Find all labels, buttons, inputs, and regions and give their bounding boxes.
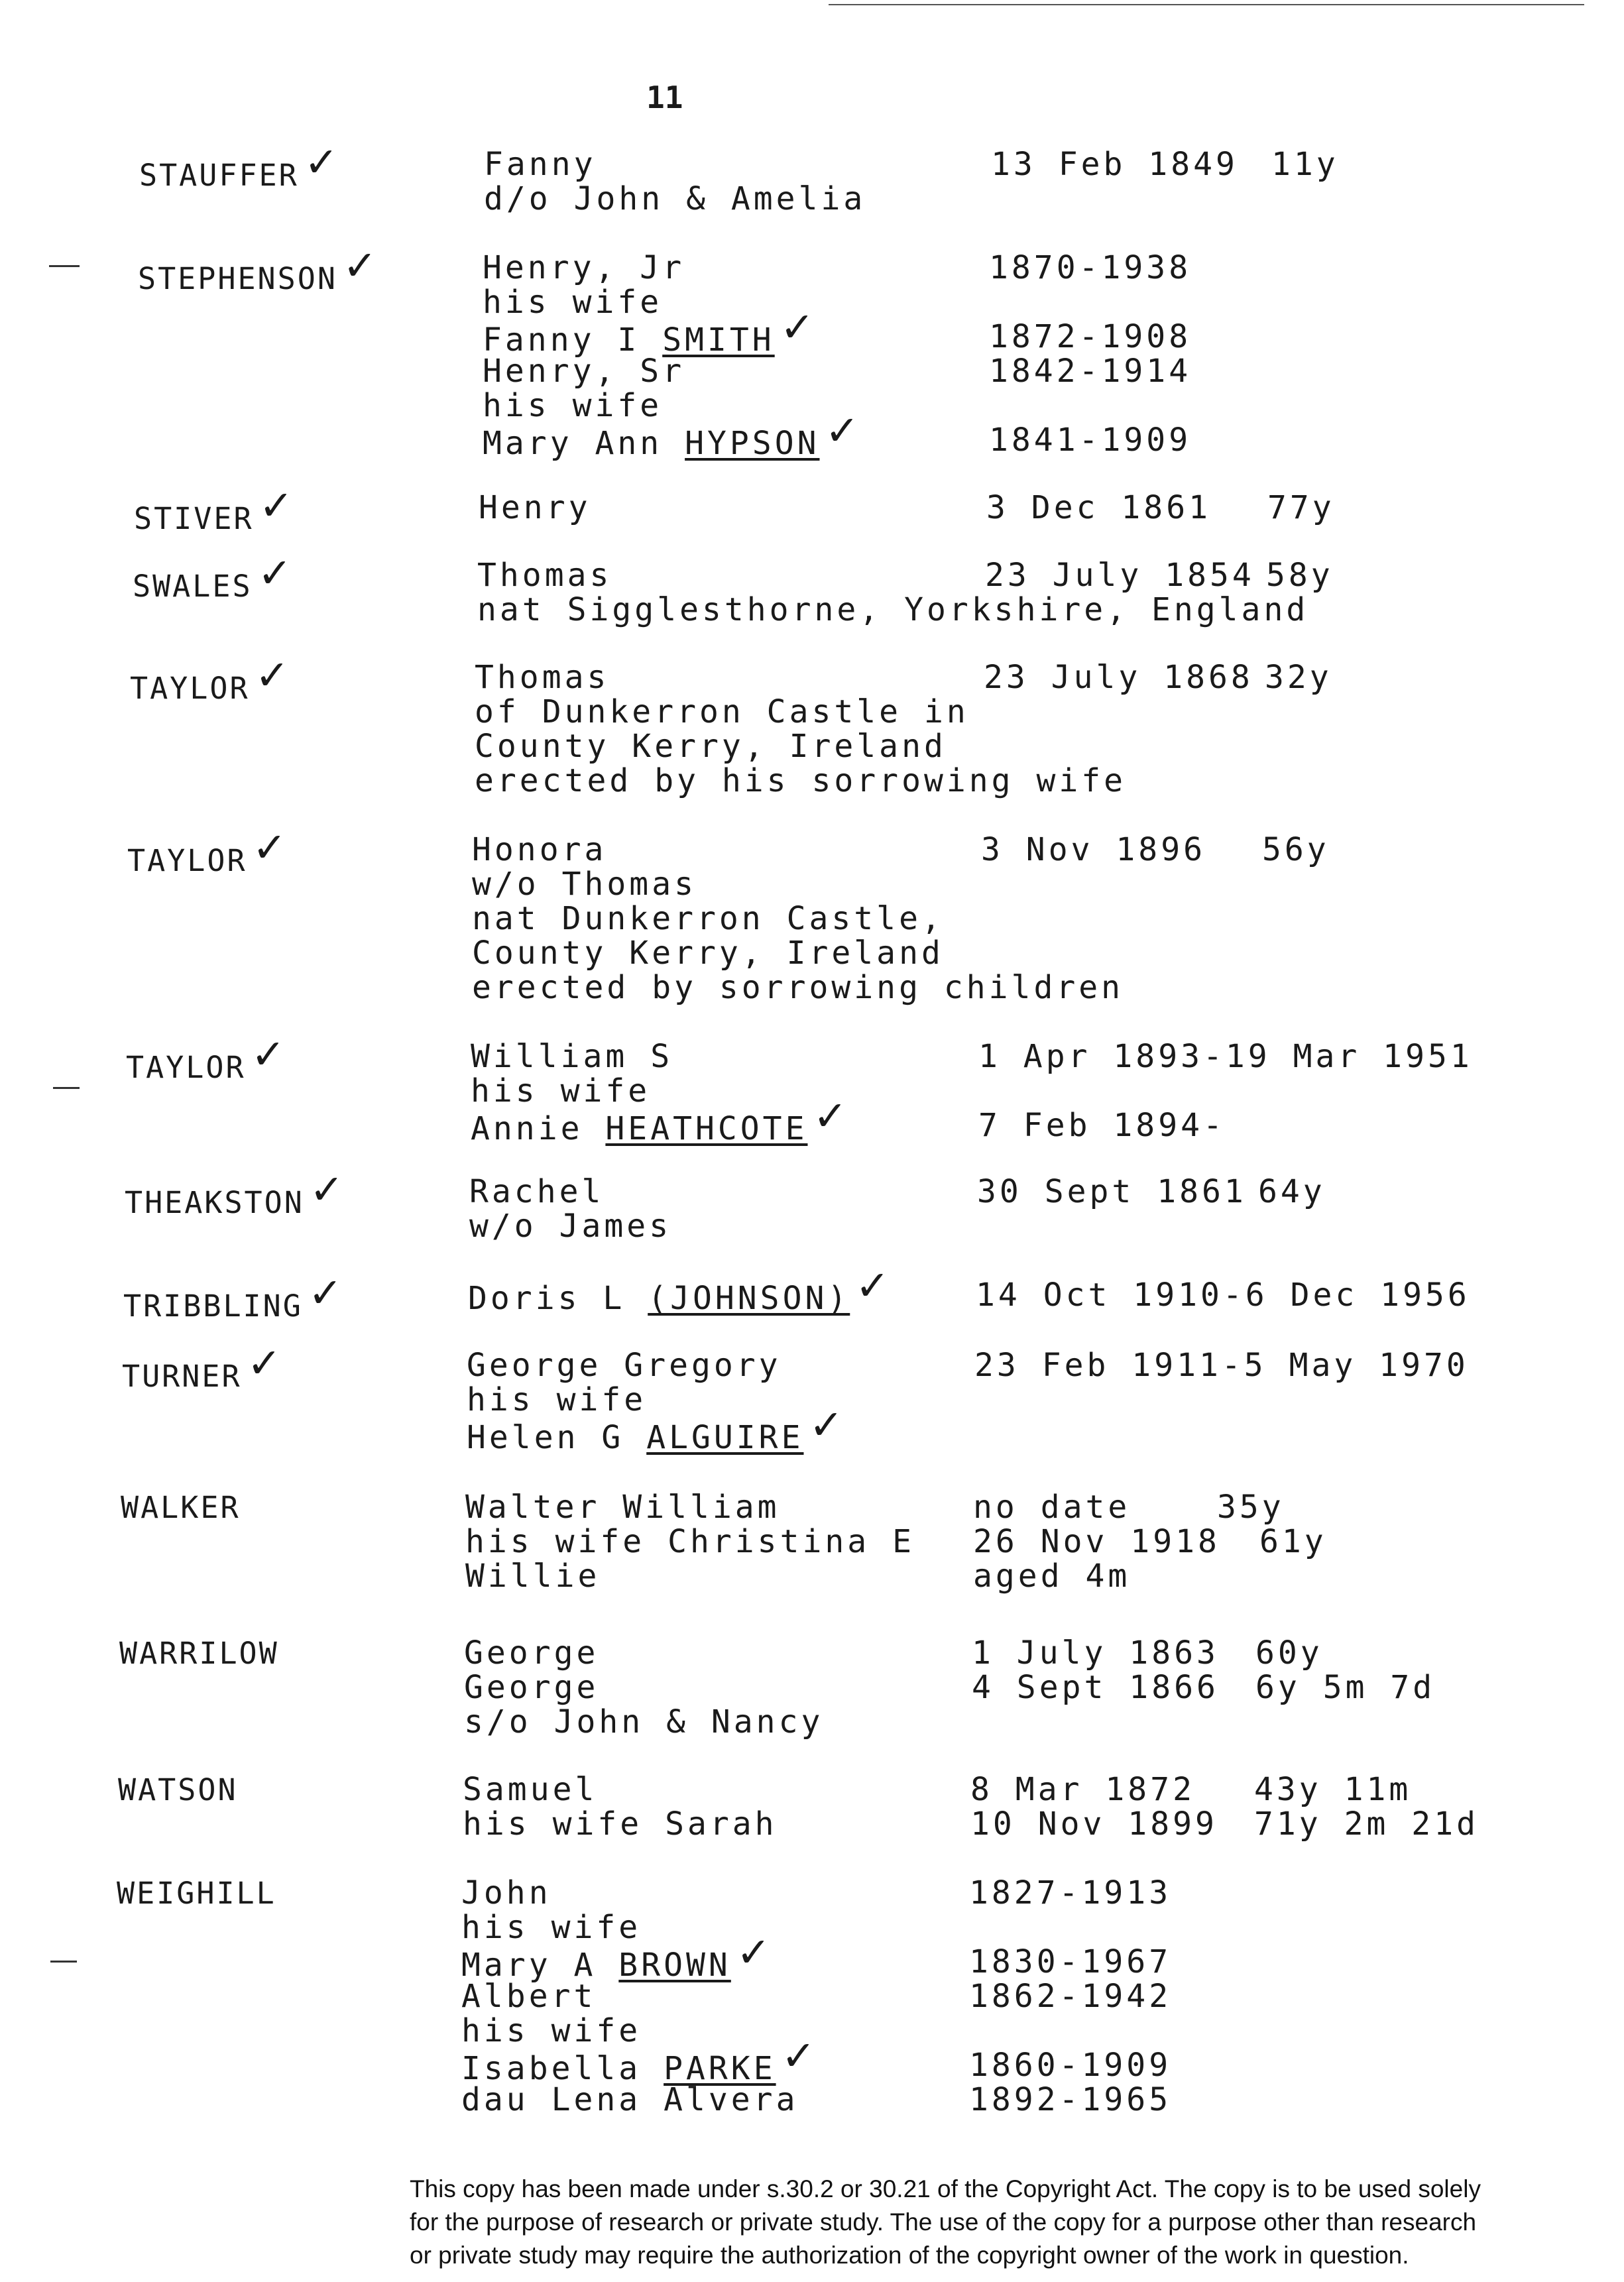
check-mark-icon: ✓ [309, 1165, 344, 1214]
surname-text: TAYLOR [126, 1050, 246, 1085]
maiden-name: ALGUIRE [646, 1419, 804, 1456]
check-mark-icon: ✓ [257, 549, 292, 597]
name-text: Thomas [475, 659, 610, 696]
check-mark-icon: ✓ [251, 1030, 286, 1078]
date-text: 3 Nov 1896 [981, 831, 1206, 868]
name-line [461, 1928, 771, 1984]
date-text: 1827-1913 [969, 1874, 1172, 1911]
name-text: Mary A [461, 1947, 619, 1984]
name-line [469, 1174, 604, 1209]
check-mark-icon: ✓ [252, 823, 287, 872]
surname-text: STIVER [134, 501, 254, 536]
date-text: 14 Oct 1910-6 Dec 1956 [976, 1277, 1470, 1314]
name-line [472, 936, 944, 970]
name-text: County Kerry, Ireland [475, 728, 947, 765]
name-line [475, 695, 969, 729]
surname-theakston [125, 1165, 344, 1223]
name-text: dau Lena Alvera [461, 2081, 799, 2118]
name-text: his wife Christina E [465, 1523, 915, 1560]
name-line [461, 2082, 798, 2117]
name-line [471, 1092, 848, 1147]
date-text: 3 Dec 1861 [986, 489, 1211, 526]
surname-text: WARRILOW [119, 1636, 279, 1671]
name-line [483, 303, 815, 359]
name-line [467, 1348, 782, 1383]
name-text: George Gregory [467, 1347, 782, 1384]
surname-taylor [127, 823, 287, 881]
name-text: Fanny [484, 146, 597, 183]
maiden-name: PARKE [664, 2050, 776, 2087]
check-mark-icon: ✓ [342, 241, 377, 290]
name-line [483, 388, 662, 423]
name-line [467, 1383, 646, 1417]
age-text: 32y [1265, 659, 1332, 696]
name-line [471, 1074, 650, 1108]
name-text: George [464, 1634, 599, 1672]
name-line [467, 1400, 844, 1456]
date-text: 10 Nov 1899 [970, 1805, 1218, 1843]
copyright-line: This copy has been made under s.30.2 or 30.21 of the Copyright Act. The copy is to be used solely [410, 2175, 1481, 2202]
name-text: George [464, 1669, 599, 1706]
name-text: Albert [461, 1978, 597, 2015]
margin-mark [50, 1961, 77, 1963]
name-line [477, 558, 612, 593]
name-text: his wife Sarah [463, 1805, 778, 1843]
name-text: his wife [483, 284, 663, 321]
copyright-line: for the purpose of research or private study. The use of the copy for a purpose other than research [410, 2208, 1477, 2236]
name-text: Annie [471, 1110, 606, 1147]
check-mark-icon: ✓ [780, 303, 815, 351]
name-text: nat Sigglesthorne, Yorkshire, England [477, 591, 1309, 628]
name-text: d/o John & Amelia [484, 180, 866, 217]
name-line [472, 901, 944, 936]
maiden-name: BROWN [618, 1947, 731, 1984]
name-line [484, 147, 597, 182]
name-text: Samuel [463, 1771, 598, 1808]
name-line [483, 354, 685, 388]
surname-stiver [134, 481, 294, 539]
name-line [463, 1772, 597, 1807]
name-text: Henry, Jr [483, 249, 685, 286]
surname-taylor [126, 1030, 286, 1088]
check-mark-icon: ✓ [813, 1092, 848, 1140]
check-mark-icon: ✓ [781, 2031, 816, 2080]
surname-swales [133, 549, 292, 606]
date-text: 23 Feb 1911-5 May 1970 [974, 1347, 1469, 1384]
name-line [461, 2031, 816, 2087]
name-line [465, 1524, 915, 1559]
name-text: w/o James [469, 1208, 672, 1245]
name-text: his wife [467, 1381, 647, 1418]
name-line [468, 1261, 890, 1317]
name-text: w/o Thomas [472, 866, 697, 903]
surname-stauffer [139, 138, 339, 196]
name-text: Henry [479, 489, 591, 526]
name-line [483, 406, 860, 462]
age-text: 58y [1266, 557, 1334, 594]
name-text: his wife [483, 387, 663, 424]
copyright-line: or private study may require the authorization of the copyright owner of the work in question. [410, 2242, 1409, 2269]
name-line [464, 1670, 599, 1705]
name-line [465, 1490, 780, 1524]
name-line [484, 182, 866, 216]
name-text: s/o John & Nancy [464, 1703, 824, 1740]
name-text: his wife [461, 1909, 642, 1946]
surname-text: TURNER [122, 1359, 242, 1394]
name-line [469, 1209, 671, 1243]
age-text: 64y [1258, 1173, 1326, 1210]
name-line [472, 832, 607, 867]
date-text: no date [973, 1489, 1131, 1526]
name-text: Rachel [469, 1173, 605, 1210]
name-line [475, 660, 609, 695]
age-text: 77y [1267, 489, 1335, 526]
name-text: Walter William [465, 1489, 780, 1526]
name-text: his wife [461, 2012, 642, 2049]
name-line [477, 593, 1308, 627]
name-line [483, 251, 685, 285]
check-mark-icon: ✓ [247, 1339, 282, 1387]
age-text: 6y 5m 7d [1255, 1669, 1436, 1706]
check-mark-icon: ✓ [304, 138, 339, 186]
age-text: 11y [1271, 146, 1339, 183]
date-text: 1 July 1863 [972, 1634, 1219, 1672]
name-text: Mary Ann [483, 425, 685, 462]
surname-stephenson [138, 241, 377, 299]
date-text: 1830-1967 [969, 1943, 1172, 1980]
check-mark-icon: ✓ [255, 651, 290, 699]
date-text: 30 Sept 1861 [977, 1173, 1247, 1210]
name-text: of Dunkerron Castle in [475, 693, 969, 730]
age-text: 61y [1259, 1523, 1327, 1560]
age-text: 56y [1262, 831, 1330, 868]
age-text: 71y 2m 21d [1254, 1805, 1479, 1843]
surname-text: STAUFFER [139, 158, 299, 193]
date-text: 26 Nov 1918 [973, 1523, 1220, 1560]
date-text: 1842-1914 [989, 353, 1192, 390]
name-text: Doris L [468, 1280, 648, 1317]
surname-text: TAYLOR [130, 671, 250, 706]
maiden-name: (JOHNSON) [648, 1280, 850, 1317]
top-rule [829, 4, 1584, 5]
surname-turner [122, 1339, 282, 1397]
date-text: 1862-1942 [969, 1978, 1172, 2015]
name-text: Willie [465, 1558, 601, 1595]
name-line [475, 764, 1126, 798]
date-text: 23 July 1868 [984, 659, 1253, 696]
margin-mark [49, 265, 80, 267]
name-line [464, 1636, 599, 1670]
check-mark-icon: ✓ [736, 1928, 771, 1976]
surname-taylor [130, 651, 290, 709]
check-mark-icon: ✓ [308, 1269, 343, 1317]
copyright-notice [410, 2173, 1616, 2272]
name-line [472, 970, 1124, 1005]
surname-text: WEIGHILL [117, 1876, 276, 1911]
date-text: 1 Apr 1893-19 Mar 1951 [978, 1038, 1473, 1075]
check-mark-icon: ✓ [809, 1400, 844, 1449]
name-line [461, 2014, 641, 2048]
name-text: John [461, 1874, 551, 1911]
surname-text: TRIBBLING [123, 1288, 303, 1324]
surname-text: STEPHENSON [138, 261, 337, 296]
name-line [461, 1910, 641, 1945]
maiden-name: HYPSON [685, 425, 820, 462]
date-text: 1860-1909 [969, 2047, 1172, 2084]
date-text: 13 Feb 1849 [991, 146, 1238, 183]
date-text: 4 Sept 1866 [972, 1669, 1219, 1706]
date-text: 1870-1938 [989, 249, 1192, 286]
name-text: his wife [471, 1072, 651, 1110]
name-text: William S [471, 1038, 673, 1075]
name-line [465, 1559, 600, 1593]
maiden-name: SMITH [662, 321, 775, 359]
name-line [472, 867, 697, 901]
date-text: 23 July 1854 [985, 557, 1255, 594]
date-text: aged 4m [973, 1558, 1131, 1595]
check-mark-icon: ✓ [259, 481, 294, 530]
name-text: Helen G [467, 1419, 647, 1456]
name-line [461, 1876, 551, 1910]
date-text: 8 Mar 1872 [970, 1771, 1195, 1808]
date-text: 1892-1965 [969, 2081, 1172, 2118]
surname-text: WALKER [121, 1490, 241, 1525]
maiden-name: HEATHCOTE [605, 1110, 808, 1147]
name-text: erected by his sorrowing wife [475, 762, 1127, 799]
check-mark-icon: ✓ [855, 1261, 890, 1310]
name-line [471, 1039, 673, 1074]
name-text: Fanny I [483, 321, 663, 359]
name-line [464, 1705, 823, 1739]
name-line [479, 490, 591, 525]
surname-text: SWALES [133, 569, 253, 604]
name-text: Henry, Sr [483, 353, 685, 390]
date-text: 1841-1909 [989, 422, 1192, 459]
date-text: 1872-1908 [989, 318, 1192, 355]
name-text: nat Dunkerron Castle, [472, 900, 944, 937]
surname-tribbling [123, 1269, 343, 1326]
surname-text: WATSON [118, 1772, 238, 1807]
surname-weighill [117, 1876, 276, 1911]
surname-watson [118, 1772, 238, 1807]
name-text: Isabella [461, 2050, 664, 2087]
name-text: erected by sorrowing children [472, 969, 1124, 1006]
page-number: 11 [646, 80, 683, 115]
name-text: Thomas [477, 557, 612, 594]
name-text: Honora [472, 831, 607, 868]
surname-text: TAYLOR [127, 843, 247, 878]
surname-warrilow [119, 1636, 279, 1671]
name-line [483, 285, 662, 319]
check-mark-icon: ✓ [825, 406, 860, 455]
surname-text: THEAKSTON [125, 1185, 304, 1220]
name-line [461, 1979, 596, 2014]
age-text: 35y [1217, 1489, 1285, 1526]
name-line [475, 729, 947, 764]
age-text: 43y 11m [1254, 1771, 1412, 1808]
surname-walker [121, 1490, 241, 1525]
date-text: 7 Feb 1894- [978, 1107, 1226, 1144]
name-text: County Kerry, Ireland [472, 935, 944, 972]
name-line [463, 1807, 778, 1841]
margin-mark [53, 1087, 80, 1089]
age-text: 60y [1255, 1634, 1323, 1672]
